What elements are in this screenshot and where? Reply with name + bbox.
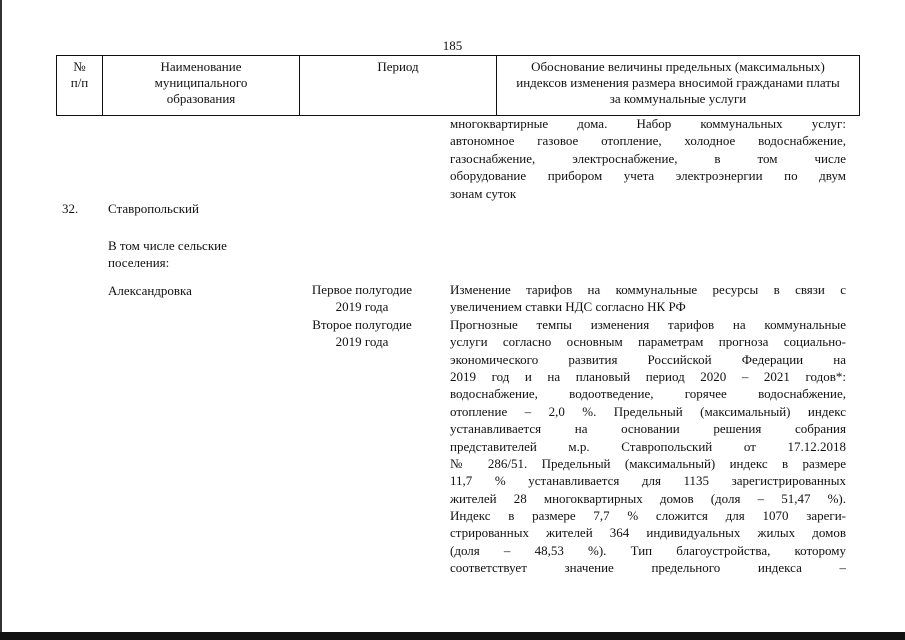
header-name-column: [103, 56, 300, 115]
basis-line: устанавливается на основании решения собрания: [450, 421, 846, 437]
period-line: 2019 года: [335, 299, 389, 315]
table-header: [56, 55, 860, 116]
basis-text: [450, 281, 846, 577]
header-period-column: [300, 56, 497, 115]
header-basis-column: [497, 56, 860, 115]
period-line: 2019 года: [335, 334, 389, 350]
header-period-label: Период: [377, 59, 419, 74]
continuation-basis-text: [450, 115, 846, 202]
scan-bottom-edge: [0, 632, 905, 640]
basis-line: представителей м.р. Ставропольский от 17.12.2018: [450, 438, 846, 454]
basis-line: (доля – 48,53 %). Тип благоустройства, которому: [450, 542, 846, 558]
header-number-label: № п/п: [70, 59, 89, 90]
basis-line: Индекс в размере 7,7 % сложится для 1070 зареги-: [450, 508, 846, 524]
basis-line: экономического развития Российской Федерации на: [450, 351, 846, 367]
continuation-line: оборудование прибором учета электроэнергии по двум: [450, 168, 846, 184]
settlement-name: Александровка: [108, 283, 192, 298]
rural-settlements-subheading: В том числе сельские поселения:: [108, 238, 227, 270]
basis-line: отопление – 2,0 %. Предельный (максимальный) индекс: [450, 403, 846, 419]
period-line: Второе полугодие: [312, 316, 412, 332]
basis-line: 11,7 % устанавливается для 1135 зарегистрированных: [450, 473, 846, 489]
basis-line: соответствует значение предельного индекса –: [450, 560, 846, 576]
basis-line: 2019 год и на плановый период 2020 – 2021 годов*:: [450, 368, 846, 384]
period-line: Первое полугодие: [311, 282, 413, 297]
header-basis-label: Обоснование величины предельных (максимальных) индексов изменения размера вносимой гражданами платы за коммунальные услуги: [516, 59, 840, 106]
basis-line: стрированных жителей 364 индивидуальных жилых домов: [450, 525, 846, 541]
header-name-label: Наименование муниципального образования: [154, 59, 248, 106]
district-name: Ставропольский: [108, 201, 199, 216]
continuation-line: газоснабжение, электроснабжение, в том числе: [450, 150, 846, 166]
header-number-column: [57, 56, 103, 115]
period-column: [292, 281, 432, 351]
basis-line: увеличением ставки НДС согласно НК РФ: [450, 299, 686, 315]
basis-line: жителей 28 многоквартирных домов (доля – 51,47 %).: [450, 490, 846, 506]
continuation-line: автономное газовое отопление, холодное водоснабжение,: [450, 133, 846, 149]
basis-line: Прогнозные темпы изменения тарифов на коммунальные: [450, 316, 846, 332]
page-number: 185: [442, 38, 463, 53]
basis-line: Изменение тарифов на коммунальные ресурсы в связи с: [450, 282, 846, 297]
continuation-line: зонам суток: [450, 185, 517, 201]
basis-line: водоснабжение, водоотведение, горячее водоснабжение,: [450, 386, 846, 402]
basis-line: № 286/51. Предельный (максимальный) индекс в размере: [450, 455, 846, 471]
scan-left-edge: [0, 0, 2, 640]
continuation-line: многоквартирные дома. Набор коммунальных услуг:: [450, 116, 846, 131]
row-number: 32.: [62, 201, 79, 216]
basis-line: услуги согласно основным параметрам прогноза социально-: [450, 334, 846, 350]
